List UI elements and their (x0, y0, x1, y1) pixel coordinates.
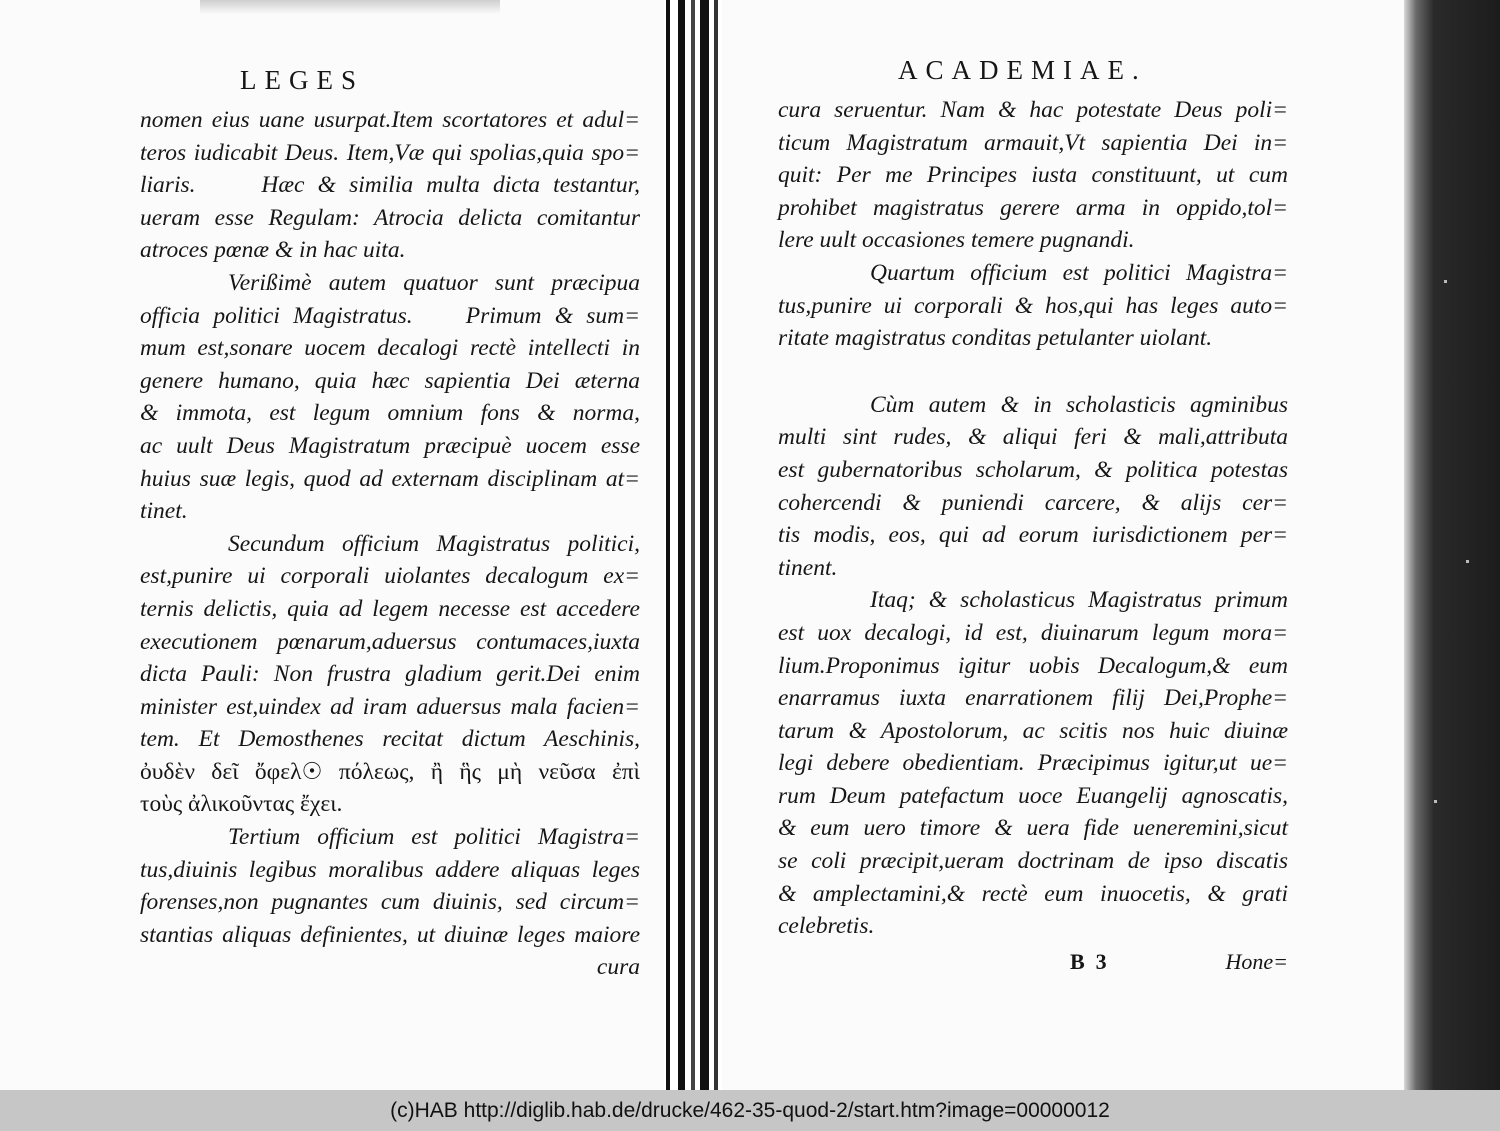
greek-text-line: ὀυδὲν δεῖ ὄφελ☉ πόλεως, ἢ ἣς μὴ νεῦσα ἐπὶ (140, 758, 640, 785)
left-page (140, 62, 640, 984)
text-line: & amplectamini,& rectè eum inuocetis, & grati (778, 880, 1288, 907)
text-line: celebretis. (778, 913, 875, 940)
text-line: tis modis, eos, qui ad eorum iurisdictionem per= (778, 522, 1288, 549)
text-line: est uox decalogi, id est, diuinarum legum mora= (778, 619, 1288, 646)
text-line: prohibet magistratus gerere arma in oppido,tol= (778, 194, 1288, 221)
catchword-right: Hone= (1225, 948, 1288, 974)
gutter-line (691, 0, 695, 1090)
book-gutter (664, 0, 722, 1090)
text-line: cura seruentur. Nam & hac potestate Deus poli= (778, 97, 1288, 123)
text-line: est,punire ui corporali uiolantes decalogum ex= (140, 563, 640, 590)
text-line: tinet. (140, 498, 188, 525)
text-line: tinent. (778, 554, 838, 581)
text-line: lere uult occasiones temere pugnandi. (778, 227, 1135, 254)
text-line: Verißimè autem quatuor sunt præcipua (228, 269, 640, 296)
text-line: officia politici Magistratus. Primum & sum= (140, 302, 640, 329)
text-line: se coli præcipit,ueram doctrinam de ipso discatis (778, 848, 1288, 875)
text-line: quit: Per me Principes iusta constituunt, ut cum (778, 162, 1288, 189)
edge-speck (1434, 800, 1437, 803)
text-line: rum Deum patefactum uoce Euangelij agnoscatis, (778, 782, 1288, 809)
text-line: ternis delictis, quia ad legem necesse est accedere (140, 595, 640, 622)
text-line: ticum Magistratum armauit,Vt sapientia Dei in= (778, 129, 1288, 156)
page-edge-shadow (200, 0, 500, 14)
text-line: liaris. Hæc & similia multa dicta testantur, (140, 172, 640, 199)
text-line: lium.Proponimus igitur uobis Decalogum,& eum (778, 652, 1288, 679)
text-line: stantias aliquas definientes, ut diuinæ leges maiore (140, 921, 640, 948)
text-line: Secundum officium Magistratus politici, (228, 530, 640, 557)
text-line: teros iudicabit Deus. Item,Væ qui spolias,quia spo= (140, 139, 640, 166)
text-line: ueram esse Regulam: Atrocia delicta comitantur (140, 204, 640, 231)
text-line: Tertium officium est politici Magistra= (228, 824, 640, 851)
text-line: tarum & Apostolorum, ac scitis nos huic diuinæ (778, 717, 1288, 744)
text-line: & eum uero timore & uera fide ueneremini,sicut (778, 815, 1288, 842)
greek-text-line: τοὺς ἀλικοῦντας ἔχει. (140, 791, 343, 818)
text-line: minister est,uindex ad iram aduersus mala facien= (140, 693, 640, 720)
text-line: Cùm autem & in scholasticis agminibus (870, 391, 1288, 418)
gutter-line (700, 0, 709, 1090)
text-line: tus,diuinis legibus moralibus addere aliquas leges (140, 856, 640, 883)
text-line: genere humano, quia hæc sapientia Dei æterna (140, 367, 640, 394)
text-line: Quartum officium est politici Magistra= (870, 259, 1288, 286)
page-edge-dark (1404, 0, 1500, 1090)
copyright-footer: (c)HAB http://diglib.hab.de/drucke/462-35-quod-2/start.htm?image=00000012 (0, 1090, 1500, 1131)
gutter-line (714, 0, 718, 1090)
paragraph-gap (778, 355, 1288, 389)
text-line: ac uult Deus Magistratum præcipuè uocem esse (140, 432, 640, 459)
text-line: tus,punire ui corporali & hos,qui has leges auto= (778, 292, 1288, 319)
signature-row (778, 949, 1288, 983)
text-line: cohercendi & puniendi carcere, & alijs cer= (778, 489, 1288, 516)
text-line: legi debere obedientiam. Præcipimus igitur,ut ue= (778, 750, 1288, 777)
text-line: multi sint rudes, & aliqui feri & mali,attributa (778, 424, 1288, 451)
edge-speck (1444, 280, 1447, 283)
signature-mark: B 3 (1070, 948, 1107, 974)
text-line: executionem pœnarum,aduersus contumaces,iuxta (140, 628, 640, 655)
text-line: atroces pœnæ & in hac uita. (140, 237, 406, 264)
text-line: huius suæ legis, quod ad externam disciplinam at= (140, 465, 640, 492)
text-line: ritate magistratus conditas petulanter uiolant. (778, 325, 1213, 352)
text-line: tem. Et Demosthenes recitat dictum Aeschinis, (140, 726, 640, 753)
text-line: dicta Pauli: Non frustra gladium gerit.Dei enim (140, 661, 640, 688)
text-line: Itaq; & scholasticus Magistratus primum (870, 587, 1288, 614)
running-head-left: LEGES (240, 65, 364, 95)
right-page (778, 52, 1288, 983)
running-head-right: ACADEMIAE. (898, 55, 1147, 85)
catchword-left: cura (596, 954, 640, 981)
text-line: mum est,sonare uocem decalogi rectè intellecti in (140, 335, 640, 362)
text-line: enarramus iuxta enarrationem filij Dei,Prophe= (778, 685, 1288, 712)
edge-speck (1466, 560, 1469, 563)
text-line: est gubernatoribus scholarum, & politica potestas (778, 456, 1288, 483)
text-line: nomen eius uane usurpat.Item scortatores et adul= (140, 107, 640, 133)
gutter-line (666, 0, 670, 1090)
text-line: & immota, est legum omnium fons & norma, (140, 400, 640, 427)
gutter-line (678, 0, 685, 1090)
text-line: forenses,non pugnantes cum diuinis, sed circum= (140, 889, 640, 916)
